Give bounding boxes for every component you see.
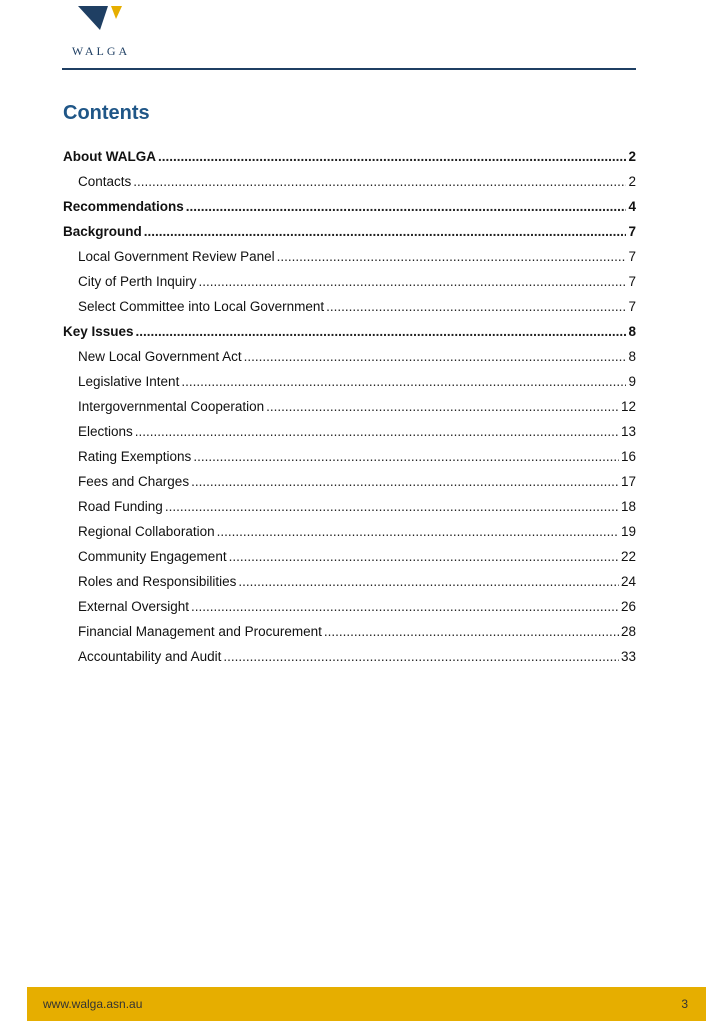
toc-entry-page: 7 <box>628 299 636 314</box>
toc-entry-title: Select Committee into Local Government <box>78 299 325 314</box>
toc-entry-page: 17 <box>620 474 636 489</box>
toc-dot-leader <box>266 397 619 417</box>
toc-entry[interactable] <box>63 597 636 622</box>
footer-bar <box>27 987 706 1021</box>
toc-dot-leader <box>199 272 627 292</box>
toc-entry[interactable] <box>63 622 636 647</box>
page-title: Contents <box>63 102 150 124</box>
toc-entry[interactable] <box>63 347 636 372</box>
footer-url[interactable]: www.walga.asn.au <box>43 997 143 1011</box>
toc-entry[interactable] <box>63 372 636 397</box>
toc-dot-leader <box>165 497 619 517</box>
toc-dot-leader <box>223 647 619 667</box>
toc-entry-page: 12 <box>620 399 636 414</box>
toc-entry-title: Local Government Review Panel <box>78 249 275 264</box>
toc-entry[interactable] <box>63 397 636 422</box>
toc-entry-title: Roles and Responsibilities <box>78 574 237 589</box>
toc-entry[interactable] <box>63 497 636 522</box>
toc-dot-leader <box>193 447 619 467</box>
toc-entry-title: Rating Exemptions <box>78 449 192 464</box>
toc-dot-leader <box>229 547 619 567</box>
toc-dot-leader <box>186 197 627 217</box>
logo-text: WALGA <box>71 44 131 58</box>
toc-dot-leader <box>181 372 626 392</box>
toc-entry-page: 2 <box>628 149 636 164</box>
toc-entry-title: City of Perth Inquiry <box>78 274 197 289</box>
toc-dot-leader <box>136 322 627 342</box>
walga-logo <box>66 6 136 56</box>
toc-entry-page: 24 <box>620 574 636 589</box>
toc-entry-title: Contacts <box>78 174 132 189</box>
toc-entry-title: Road Funding <box>78 499 163 514</box>
toc-entry-page: 7 <box>628 224 636 239</box>
toc-entry-title: Elections <box>78 424 133 439</box>
toc-dot-leader <box>277 247 627 267</box>
toc-entry[interactable] <box>63 322 636 347</box>
toc-entry[interactable] <box>63 447 636 472</box>
table-of-contents <box>63 147 636 672</box>
toc-dot-leader <box>326 297 626 317</box>
toc-entry[interactable] <box>63 422 636 447</box>
toc-entry[interactable] <box>63 222 636 247</box>
toc-dot-leader <box>158 147 627 167</box>
toc-entry-page: 19 <box>620 524 636 539</box>
toc-entry-page: 33 <box>620 649 636 664</box>
toc-entry[interactable] <box>63 547 636 572</box>
toc-entry-title: Regional Collaboration <box>78 524 215 539</box>
toc-entry-page: 22 <box>620 549 636 564</box>
toc-entry-title: External Oversight <box>78 599 190 614</box>
toc-dot-leader <box>133 172 626 192</box>
toc-entry-title: Intergovernmental Cooperation <box>78 399 265 414</box>
toc-dot-leader <box>191 597 619 617</box>
toc-dot-leader <box>217 522 619 542</box>
toc-entry-title: New Local Government Act <box>78 349 242 364</box>
toc-entry-page: 7 <box>628 274 636 289</box>
toc-entry-title: Financial Management and Procurement <box>78 624 322 639</box>
toc-dot-leader <box>135 422 619 442</box>
toc-entry-page: 16 <box>620 449 636 464</box>
toc-entry-title: Accountability and Audit <box>78 649 222 664</box>
toc-entry[interactable] <box>63 522 636 547</box>
toc-entry-page: 8 <box>628 324 636 339</box>
toc-entry-title: Background <box>63 224 142 239</box>
toc-entry[interactable] <box>63 197 636 222</box>
toc-entry[interactable] <box>63 647 636 672</box>
toc-entry-title: Community Engagement <box>78 549 227 564</box>
toc-entry-title: Legislative Intent <box>78 374 180 389</box>
toc-dot-leader <box>191 472 619 492</box>
toc-entry-page: 18 <box>620 499 636 514</box>
toc-entry[interactable] <box>63 147 636 172</box>
toc-entry[interactable] <box>63 272 636 297</box>
toc-entry[interactable] <box>63 472 636 497</box>
toc-entry-page: 4 <box>628 199 636 214</box>
toc-entry[interactable] <box>63 297 636 322</box>
toc-entry-title: About WALGA <box>63 149 156 164</box>
toc-entry-page: 9 <box>628 374 636 389</box>
toc-entry[interactable] <box>63 247 636 272</box>
toc-entry-page: 13 <box>620 424 636 439</box>
toc-entry-page: 26 <box>620 599 636 614</box>
toc-entry-title: Fees and Charges <box>78 474 190 489</box>
toc-entry-page: 28 <box>620 624 636 639</box>
toc-dot-leader <box>238 572 619 592</box>
toc-dot-leader <box>244 347 627 367</box>
toc-entry-title: Key Issues <box>63 324 134 339</box>
toc-entry-page: 2 <box>628 174 636 189</box>
toc-entry-page: 7 <box>628 249 636 264</box>
toc-entry-title: Recommendations <box>63 199 184 214</box>
toc-entry-page: 8 <box>628 349 636 364</box>
page-number: 3 <box>681 997 688 1011</box>
toc-entry[interactable] <box>63 172 636 197</box>
toc-entry[interactable] <box>63 572 636 597</box>
toc-dot-leader <box>144 222 627 242</box>
walga-emblem-icon <box>78 6 124 38</box>
header-rule <box>62 68 636 70</box>
toc-dot-leader <box>324 622 619 642</box>
